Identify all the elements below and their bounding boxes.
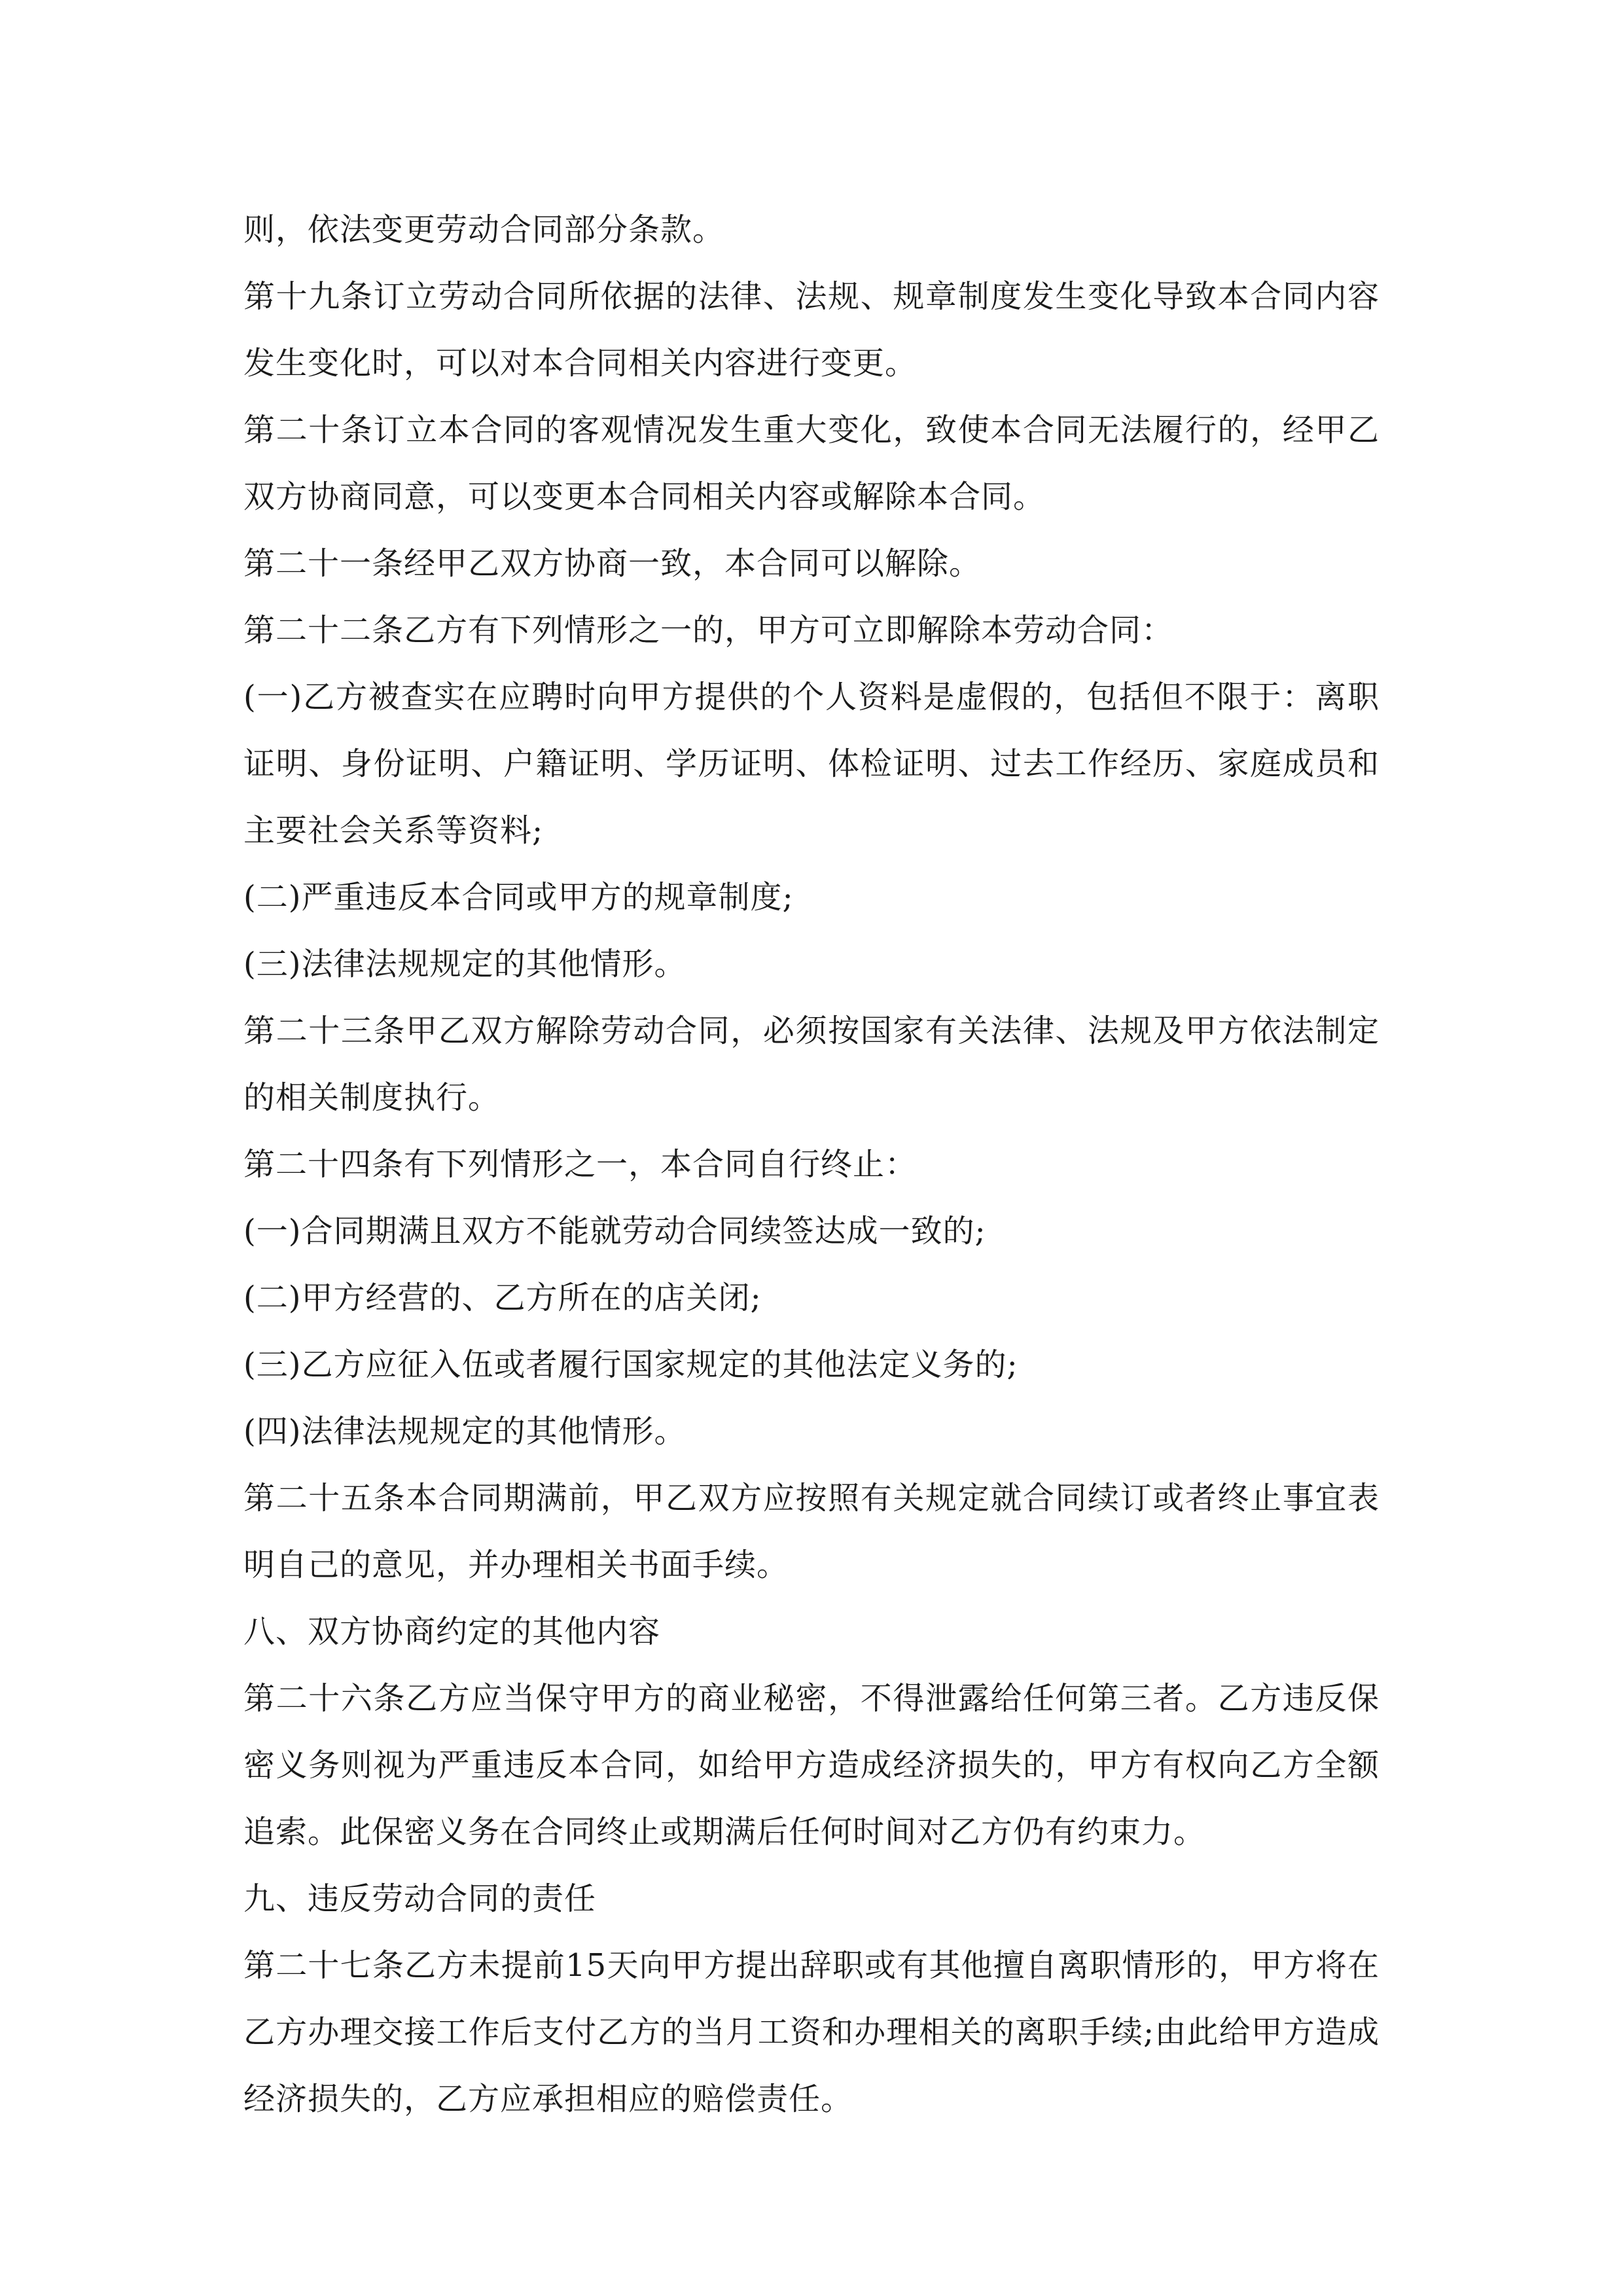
paragraph-article-27: 第二十七条乙方未提前15天向甲方提出辞职或有其他擅自离职情形的，甲方将在乙方办理交接工作后支付乙方的当月工资和办理相关的离职手续;由此给甲方造成经济损失的，乙方应承担相应的赔偿责任。: [243, 1947, 1380, 2117]
paragraph-article-23: 第二十三条甲乙双方解除劳动合同，必须按国家有关法律、法规及甲方依法制定的相关制度执行。: [243, 1013, 1380, 1116]
paragraph-article-22-item-1: (一)乙方被查实在应聘时向甲方提供的个人资料是虚假的，包括但不限于：离职证明、身份证明、户籍证明、学历证明、体检证明、过去工作经历、家庭成员和主要社会关系等资料;: [243, 679, 1380, 849]
document-body: [243, 196, 1380, 2132]
paragraph-article-19: 第十九条订立劳动合同所依据的法律、法规、规章制度发生变化导致本合同内容发生变化时，可以对本合同相关内容进行变更。: [243, 278, 1380, 382]
paragraph-article-24-item-2: (二)甲方经营的、乙方所在的店关闭;: [243, 1280, 762, 1316]
paragraph-article-22-item-2: (二)严重违反本合同或甲方的规章制度;: [243, 879, 794, 916]
paragraph-article-24-item-3: (三)乙方应征入伍或者履行国家规定的其他法定义务的;: [243, 1346, 1018, 1383]
paragraph-article-20: 第二十条订立本合同的客观情况发生重大变化，致使本合同无法履行的，经甲乙双方协商同意，可以变更本合同相关内容或解除本合同。: [243, 412, 1380, 515]
paragraph-article-24: 第二十四条有下列情形之一，本合同自行终止：: [243, 1146, 918, 1183]
paragraph-article-24-item-1: (一)合同期满且双方不能就劳动合同续签达成一致的;: [243, 1213, 986, 1249]
paragraph-clause-continuation: 则，依法变更劳动合同部分条款。: [243, 211, 725, 248]
section-heading-8: 八、双方协商约定的其他内容: [243, 1613, 661, 1650]
paragraph-article-24-item-4: (四)法律法规规定的其他情形。: [243, 1413, 687, 1450]
paragraph-article-26: 第二十六条乙方应当保守甲方的商业秘密，不得泄露给任何第三者。乙方违反保密义务则视为严重违反本合同，如给甲方造成经济损失的，甲方有权向乙方全额追索。此保密义务在合同终止或期满后任何时间对乙方仍有约束力。: [243, 1680, 1380, 1850]
paragraph-article-25: 第二十五条本合同期满前，甲乙双方应按照有关规定就合同续订或者终止事宜表明自己的意见，并办理相关书面手续。: [243, 1480, 1380, 1583]
paragraph-article-21: 第二十一条经甲乙双方协商一致，本合同可以解除。: [243, 545, 982, 582]
paragraph-article-22-item-3: (三)法律法规规定的其他情形。: [243, 946, 687, 982]
section-heading-9: 九、违反劳动合同的责任: [243, 1880, 597, 1917]
paragraph-article-22: 第二十二条乙方有下列情形之一的，甲方可立即解除本劳动合同：: [243, 612, 1174, 649]
